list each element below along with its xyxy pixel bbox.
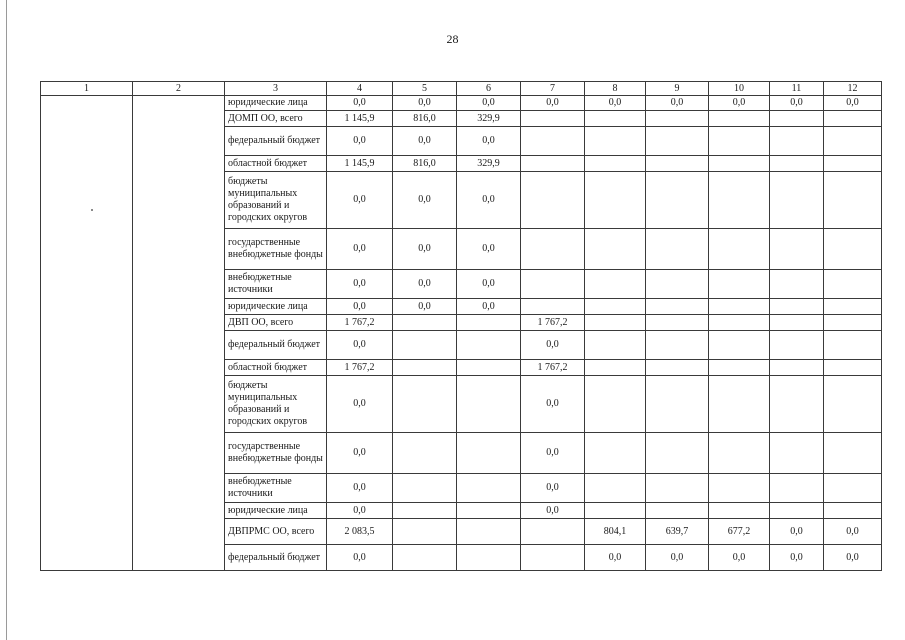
column-number: 1 <box>41 82 133 96</box>
value-cell: 1 767,2 <box>521 315 585 331</box>
table-row <box>41 96 882 111</box>
value-cell: 0,0 <box>521 376 585 433</box>
value-cell <box>521 299 585 315</box>
value-cell <box>824 503 882 519</box>
value-cell: 0,0 <box>393 270 457 299</box>
value-cell <box>824 433 882 474</box>
value-cell: 0,0 <box>521 503 585 519</box>
value-cell <box>770 474 824 503</box>
value-cell <box>824 376 882 433</box>
column-number: 7 <box>521 82 585 96</box>
value-cell <box>646 315 709 331</box>
row-label: внебюджетные источники <box>225 270 327 299</box>
row-label: федеральный бюджет <box>225 545 327 571</box>
row-label: юридические лица <box>225 299 327 315</box>
value-cell: 816,0 <box>393 156 457 172</box>
value-cell <box>709 299 770 315</box>
value-cell: 1 145,9 <box>327 156 393 172</box>
value-cell <box>646 376 709 433</box>
column-number: 5 <box>393 82 457 96</box>
value-cell <box>585 376 646 433</box>
column-number: 9 <box>646 82 709 96</box>
value-cell: 1 145,9 <box>327 111 393 127</box>
value-cell: 0,0 <box>585 545 646 571</box>
value-cell <box>585 270 646 299</box>
value-cell <box>646 270 709 299</box>
value-cell <box>824 315 882 331</box>
row-label: федеральный бюджет <box>225 127 327 156</box>
value-cell: 0,0 <box>393 229 457 270</box>
value-cell <box>770 156 824 172</box>
value-cell <box>521 172 585 229</box>
value-cell <box>709 111 770 127</box>
scan-left-edge-line <box>6 0 7 640</box>
value-cell <box>521 270 585 299</box>
value-cell <box>646 156 709 172</box>
row-label: внебюджетные источники <box>225 474 327 503</box>
value-cell: 804,1 <box>585 519 646 545</box>
value-cell: 0,0 <box>327 96 393 111</box>
value-cell <box>709 474 770 503</box>
row-label: областной бюджет <box>225 156 327 172</box>
value-cell: 0,0 <box>457 270 521 299</box>
value-cell: 0,0 <box>824 545 882 571</box>
value-cell <box>646 111 709 127</box>
value-cell <box>824 229 882 270</box>
value-cell: 0,0 <box>327 127 393 156</box>
column-number: 6 <box>457 82 521 96</box>
value-cell <box>770 270 824 299</box>
column-number-row <box>41 82 882 96</box>
value-cell <box>646 433 709 474</box>
value-cell <box>646 172 709 229</box>
column-number: 11 <box>770 82 824 96</box>
row-label: федеральный бюджет <box>225 331 327 360</box>
value-cell <box>824 331 882 360</box>
value-cell <box>585 433 646 474</box>
value-cell <box>770 111 824 127</box>
value-cell <box>585 315 646 331</box>
row-label: государственные внебюджетные фонды <box>225 433 327 474</box>
page-number: 28 <box>446 32 459 46</box>
value-cell: 0,0 <box>327 270 393 299</box>
value-cell: 0,0 <box>585 96 646 111</box>
row-label: ДВПРМС ОО, всего <box>225 519 327 545</box>
value-cell <box>393 545 457 571</box>
value-cell <box>585 299 646 315</box>
value-cell: 0,0 <box>327 299 393 315</box>
value-cell <box>521 127 585 156</box>
value-cell: 639,7 <box>646 519 709 545</box>
value-cell <box>585 127 646 156</box>
table-body <box>41 96 882 571</box>
value-cell <box>521 156 585 172</box>
value-cell: 1 767,2 <box>327 360 393 376</box>
value-cell: 1 767,2 <box>327 315 393 331</box>
value-cell <box>709 360 770 376</box>
value-cell: 0,0 <box>457 229 521 270</box>
value-cell <box>770 360 824 376</box>
value-cell <box>521 545 585 571</box>
value-cell <box>824 127 882 156</box>
value-cell <box>646 474 709 503</box>
value-cell <box>709 229 770 270</box>
value-cell <box>585 172 646 229</box>
value-cell: 0,0 <box>327 545 393 571</box>
value-cell <box>770 172 824 229</box>
value-cell <box>646 503 709 519</box>
value-cell: 0,0 <box>770 96 824 111</box>
value-cell <box>770 331 824 360</box>
row-label: бюджеты муниципальных образований и городских округов <box>225 376 327 433</box>
value-cell <box>585 229 646 270</box>
value-cell <box>457 376 521 433</box>
value-cell <box>824 270 882 299</box>
value-cell: 0,0 <box>393 172 457 229</box>
value-cell <box>709 270 770 299</box>
value-cell <box>521 519 585 545</box>
value-cell <box>393 433 457 474</box>
column-number: 3 <box>225 82 327 96</box>
value-cell <box>824 172 882 229</box>
value-cell: 1 767,2 <box>521 360 585 376</box>
value-cell <box>457 360 521 376</box>
value-cell <box>457 315 521 331</box>
value-cell <box>770 376 824 433</box>
value-cell <box>521 111 585 127</box>
value-cell: 329,9 <box>457 156 521 172</box>
value-cell: 0,0 <box>770 545 824 571</box>
row-label: областной бюджет <box>225 360 327 376</box>
row-label: бюджеты муниципальных образований и городских округов <box>225 172 327 229</box>
value-cell: 0,0 <box>327 376 393 433</box>
value-cell: 2 083,5 <box>327 519 393 545</box>
value-cell <box>457 519 521 545</box>
value-cell: 0,0 <box>521 331 585 360</box>
row-label: государственные внебюджетные фонды <box>225 229 327 270</box>
value-cell <box>585 156 646 172</box>
value-cell <box>646 299 709 315</box>
row-label: юридические лица <box>225 96 327 111</box>
value-cell <box>709 376 770 433</box>
value-cell: 0,0 <box>521 474 585 503</box>
col-1-merged-cell <box>41 96 133 571</box>
value-cell <box>770 299 824 315</box>
value-cell <box>393 503 457 519</box>
value-cell: 0,0 <box>327 331 393 360</box>
value-cell <box>770 433 824 474</box>
value-cell <box>393 519 457 545</box>
column-number: 8 <box>585 82 646 96</box>
value-cell <box>824 111 882 127</box>
value-cell: 0,0 <box>457 127 521 156</box>
row-label: ДВП ОО, всего <box>225 315 327 331</box>
value-cell <box>457 545 521 571</box>
value-cell <box>521 229 585 270</box>
value-cell: 0,0 <box>521 433 585 474</box>
value-cell: 0,0 <box>770 519 824 545</box>
value-cell <box>393 376 457 433</box>
value-cell <box>585 360 646 376</box>
value-cell: 0,0 <box>709 96 770 111</box>
value-cell <box>770 503 824 519</box>
value-cell <box>709 503 770 519</box>
value-cell <box>585 111 646 127</box>
value-cell <box>709 127 770 156</box>
column-number: 4 <box>327 82 393 96</box>
value-cell <box>824 474 882 503</box>
col-2-merged-cell <box>133 96 225 571</box>
value-cell <box>770 127 824 156</box>
value-cell <box>393 360 457 376</box>
value-cell: 0,0 <box>457 172 521 229</box>
value-cell <box>457 331 521 360</box>
column-number: 12 <box>824 82 882 96</box>
value-cell: 329,9 <box>457 111 521 127</box>
row-label: юридические лица <box>225 503 327 519</box>
value-cell <box>585 474 646 503</box>
value-cell <box>709 172 770 229</box>
value-cell <box>709 433 770 474</box>
value-cell <box>457 474 521 503</box>
value-cell <box>709 331 770 360</box>
value-cell: 0,0 <box>457 96 521 111</box>
value-cell: 0,0 <box>327 474 393 503</box>
value-cell: 816,0 <box>393 111 457 127</box>
value-cell: 0,0 <box>393 299 457 315</box>
budget-table <box>40 81 882 571</box>
value-cell <box>457 503 521 519</box>
value-cell: 0,0 <box>393 96 457 111</box>
value-cell <box>585 331 646 360</box>
value-cell <box>393 315 457 331</box>
value-cell <box>646 331 709 360</box>
value-cell <box>770 229 824 270</box>
value-cell: 0,0 <box>521 96 585 111</box>
value-cell: 0,0 <box>457 299 521 315</box>
value-cell: 0,0 <box>393 127 457 156</box>
value-cell <box>709 156 770 172</box>
value-cell <box>393 474 457 503</box>
column-number: 10 <box>709 82 770 96</box>
value-cell <box>709 315 770 331</box>
value-cell: 0,0 <box>327 229 393 270</box>
value-cell: 0,0 <box>709 545 770 571</box>
value-cell: 677,2 <box>709 519 770 545</box>
value-cell: 0,0 <box>327 433 393 474</box>
value-cell: 0,0 <box>646 545 709 571</box>
column-number: 2 <box>133 82 225 96</box>
value-cell <box>457 433 521 474</box>
value-cell: 0,0 <box>824 519 882 545</box>
value-cell <box>770 315 824 331</box>
value-cell <box>646 229 709 270</box>
value-cell <box>824 360 882 376</box>
value-cell <box>585 503 646 519</box>
value-cell <box>646 360 709 376</box>
row-label: ДОМП ОО, всего <box>225 111 327 127</box>
value-cell <box>646 127 709 156</box>
value-cell <box>824 299 882 315</box>
value-cell: 0,0 <box>327 503 393 519</box>
value-cell: 0,0 <box>824 96 882 111</box>
value-cell <box>393 331 457 360</box>
value-cell: 0,0 <box>327 172 393 229</box>
value-cell <box>824 156 882 172</box>
value-cell: 0,0 <box>646 96 709 111</box>
